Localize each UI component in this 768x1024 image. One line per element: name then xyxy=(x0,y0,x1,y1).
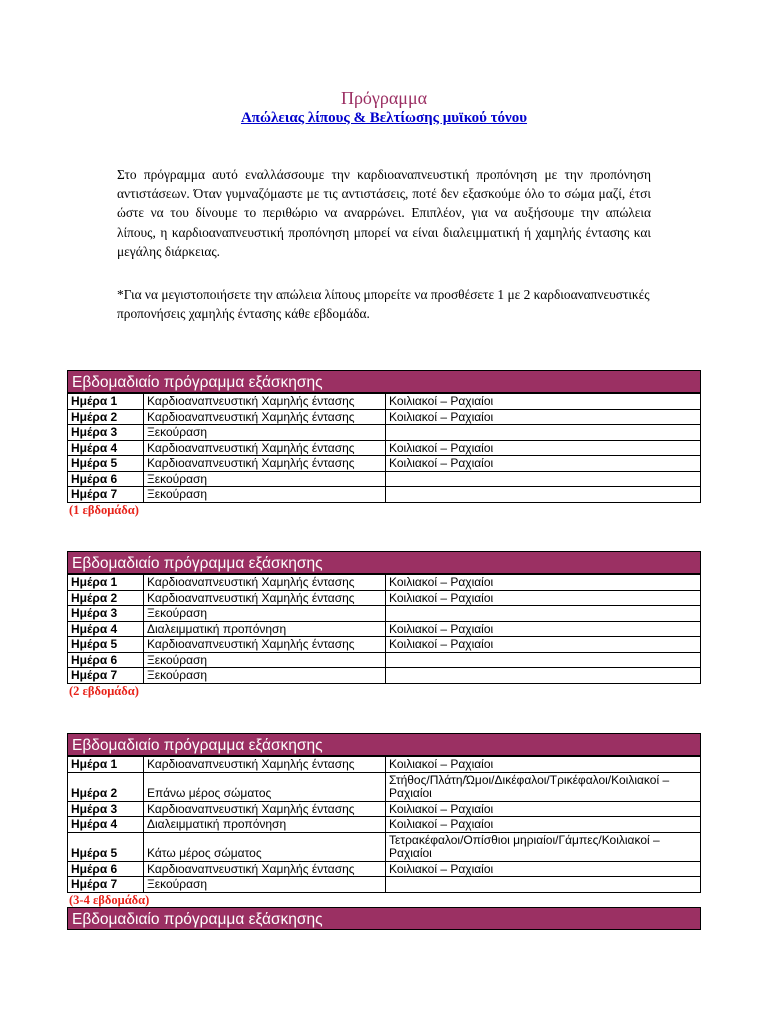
table-row xyxy=(68,575,701,591)
muscles-cell: Κοιλιακοί – Ραχιαίοι xyxy=(386,394,701,410)
training-cell: Καρδιοαναπνευστική Χαμηλής έντασης xyxy=(144,801,386,817)
muscles-cell: Κοιλιακοί – Ραχιαίοι xyxy=(386,861,701,877)
table-row xyxy=(68,668,701,684)
day-cell: Ημέρα 6 xyxy=(68,652,144,668)
table-row xyxy=(68,637,701,653)
table-row xyxy=(68,621,701,637)
day-cell: Ημέρα 4 xyxy=(68,817,144,833)
training-cell: Καρδιοαναπνευστική Χαμηλής έντασης xyxy=(144,575,386,591)
training-cell: Ξεκούραση xyxy=(144,652,386,668)
training-cell: Ξεκούραση xyxy=(144,877,386,893)
muscles-cell: Κοιλιακοί – Ραχιαίοι xyxy=(386,409,701,425)
week-header: Εβδομαδιαίο πρόγραμμα εξάσκησης xyxy=(67,551,701,574)
table-row xyxy=(68,425,701,441)
week-3-4-block xyxy=(67,733,701,908)
note-paragraph: *Για να μεγιστοποιήσετε την απώλεια λίπους μπορείτε να προσθέσετε 1 με 2 καρδιοαναπνευστικές προπονήσεις χαμηλής έντασης κάθε εβδομάδα. xyxy=(117,287,650,321)
day-cell: Ημέρα 3 xyxy=(68,425,144,441)
week-5-block xyxy=(67,907,701,930)
training-cell: Κάτω μέρος σώματος xyxy=(144,832,386,861)
muscles-cell xyxy=(386,668,701,684)
table-row xyxy=(68,487,701,503)
training-cell: Ξεκούραση xyxy=(144,471,386,487)
muscles-cell: Κοιλιακοί – Ραχιαίοι xyxy=(386,637,701,653)
training-cell: Καρδιοαναπνευστική Χαμηλής έντασης xyxy=(144,637,386,653)
table-row xyxy=(68,606,701,622)
training-cell: Καρδιοαναπνευστική Χαμηλής έντασης xyxy=(144,757,386,773)
day-cell: Ημέρα 7 xyxy=(68,487,144,503)
day-cell: Ημέρα 6 xyxy=(68,861,144,877)
table-row xyxy=(68,394,701,410)
training-cell: Διαλειμματική προπόνηση xyxy=(144,621,386,637)
muscles-cell xyxy=(386,471,701,487)
day-cell: Ημέρα 7 xyxy=(68,877,144,893)
table-row xyxy=(68,877,701,893)
muscles-cell: Κοιλιακοί – Ραχιαίοι xyxy=(386,801,701,817)
week-1-block xyxy=(67,370,701,518)
training-cell: Καρδιοαναπνευστική Χαμηλής έντασης xyxy=(144,861,386,877)
training-cell: Καρδιοαναπνευστική Χαμηλής έντασης xyxy=(144,440,386,456)
schedule-table xyxy=(67,756,701,893)
training-cell: Ξεκούραση xyxy=(144,668,386,684)
table-row xyxy=(68,409,701,425)
schedule-table xyxy=(67,393,701,503)
week-header: Εβδομαδιαίο πρόγραμμα εξάσκησης xyxy=(67,733,701,756)
muscles-cell xyxy=(386,606,701,622)
day-cell: Ημέρα 5 xyxy=(68,456,144,472)
day-cell: Ημέρα 6 xyxy=(68,471,144,487)
table-row xyxy=(68,757,701,773)
training-cell: Επάνω μέρος σώματος xyxy=(144,772,386,801)
table-row xyxy=(68,652,701,668)
table-row xyxy=(68,817,701,833)
day-cell: Ημέρα 2 xyxy=(68,772,144,801)
training-cell: Ξεκούραση xyxy=(144,606,386,622)
table-row xyxy=(68,832,701,861)
muscles-cell: Τετρακέφαλοι/Οπίσθιοι μηριαίοι/Γάμπες/Κοιλιακοί – Ραχιαίοι xyxy=(386,832,701,861)
muscles-cell: Κοιλιακοί – Ραχιαίοι xyxy=(386,590,701,606)
page-subtitle: Απώλειας λίπους & Βελτίωσης μυϊκού τόνου xyxy=(240,110,528,126)
training-cell: Διαλειμματική προπόνηση xyxy=(144,817,386,833)
training-cell: Καρδιοαναπνευστική Χαμηλής έντασης xyxy=(144,394,386,410)
day-cell: Ημέρα 5 xyxy=(68,637,144,653)
muscles-cell: Κοιλιακοί – Ραχιαίοι xyxy=(386,621,701,637)
week-caption: (3-4 εβδομάδα) xyxy=(69,892,150,907)
day-cell: Ημέρα 5 xyxy=(68,832,144,861)
training-cell: Καρδιοαναπνευστική Χαμηλής έντασης xyxy=(144,456,386,472)
table-row xyxy=(68,801,701,817)
table-row xyxy=(68,772,701,801)
muscles-cell xyxy=(386,487,701,503)
table-row xyxy=(68,471,701,487)
table-row xyxy=(68,590,701,606)
muscles-cell: Κοιλιακοί – Ραχιαίοι xyxy=(386,817,701,833)
muscles-cell xyxy=(386,425,701,441)
muscles-cell: Κοιλιακοί – Ραχιαίοι xyxy=(386,575,701,591)
day-cell: Ημέρα 4 xyxy=(68,621,144,637)
table-row xyxy=(68,456,701,472)
training-cell: Ξεκούραση xyxy=(144,487,386,503)
week-2-block xyxy=(67,551,701,699)
day-cell: Ημέρα 4 xyxy=(68,440,144,456)
week-caption: (2 εβδομάδα) xyxy=(69,683,139,698)
training-cell: Καρδιοαναπνευστική Χαμηλής έντασης xyxy=(144,409,386,425)
day-cell: Ημέρα 2 xyxy=(68,409,144,425)
training-cell: Ξεκούραση xyxy=(144,425,386,441)
week-header: Εβδομαδιαίο πρόγραμμα εξάσκησης xyxy=(67,370,701,393)
day-cell: Ημέρα 3 xyxy=(68,606,144,622)
day-cell: Ημέρα 1 xyxy=(68,575,144,591)
training-cell: Καρδιοαναπνευστική Χαμηλής έντασης xyxy=(144,590,386,606)
day-cell: Ημέρα 2 xyxy=(68,590,144,606)
table-row xyxy=(68,440,701,456)
intro-paragraph: Στο πρόγραμμα αυτό εναλλάσσουμε την καρδιοαναπνευστική προπόνηση με την προπόνηση αντιστάσεων. Όταν γυμναζόμαστε με τις αντιστάσεις, ποτέ δεν εξασκούμε όλο το σώμα μαζί, έτσι ώστε να του δίνουμε το περιθώριο να αναρρώνει. Επιπλέον, για να αυξήσουμε την απώλεια λίπους, η καρδιοαναπνευστική προπόνηση μπορεί να είναι διαλειμματική ή χαμηλής έντασης και μεγάλης διάρκειας. xyxy=(117,167,651,259)
table-row xyxy=(68,861,701,877)
day-cell: Ημέρα 1 xyxy=(68,757,144,773)
muscles-cell: Κοιλιακοί – Ραχιαίοι xyxy=(386,456,701,472)
week-caption: (1 εβδομάδα) xyxy=(69,502,139,517)
muscles-cell xyxy=(386,877,701,893)
muscles-cell: Κοιλιακοί – Ραχιαίοι xyxy=(386,440,701,456)
day-cell: Ημέρα 3 xyxy=(68,801,144,817)
day-cell: Ημέρα 1 xyxy=(68,394,144,410)
week-header: Εβδομαδιαίο πρόγραμμα εξάσκησης xyxy=(67,907,701,930)
schedule-table xyxy=(67,574,701,684)
day-cell: Ημέρα 7 xyxy=(68,668,144,684)
page-title: Πρόγραμμα xyxy=(340,88,428,108)
muscles-cell: Στήθος/Πλάτη/Ώμοι/Δικέφαλοι/Τρικέφαλοι/Κοιλιακοί – Ραχιαίοι xyxy=(386,772,701,801)
muscles-cell: Κοιλιακοί – Ραχιαίοι xyxy=(386,757,701,773)
muscles-cell xyxy=(386,652,701,668)
